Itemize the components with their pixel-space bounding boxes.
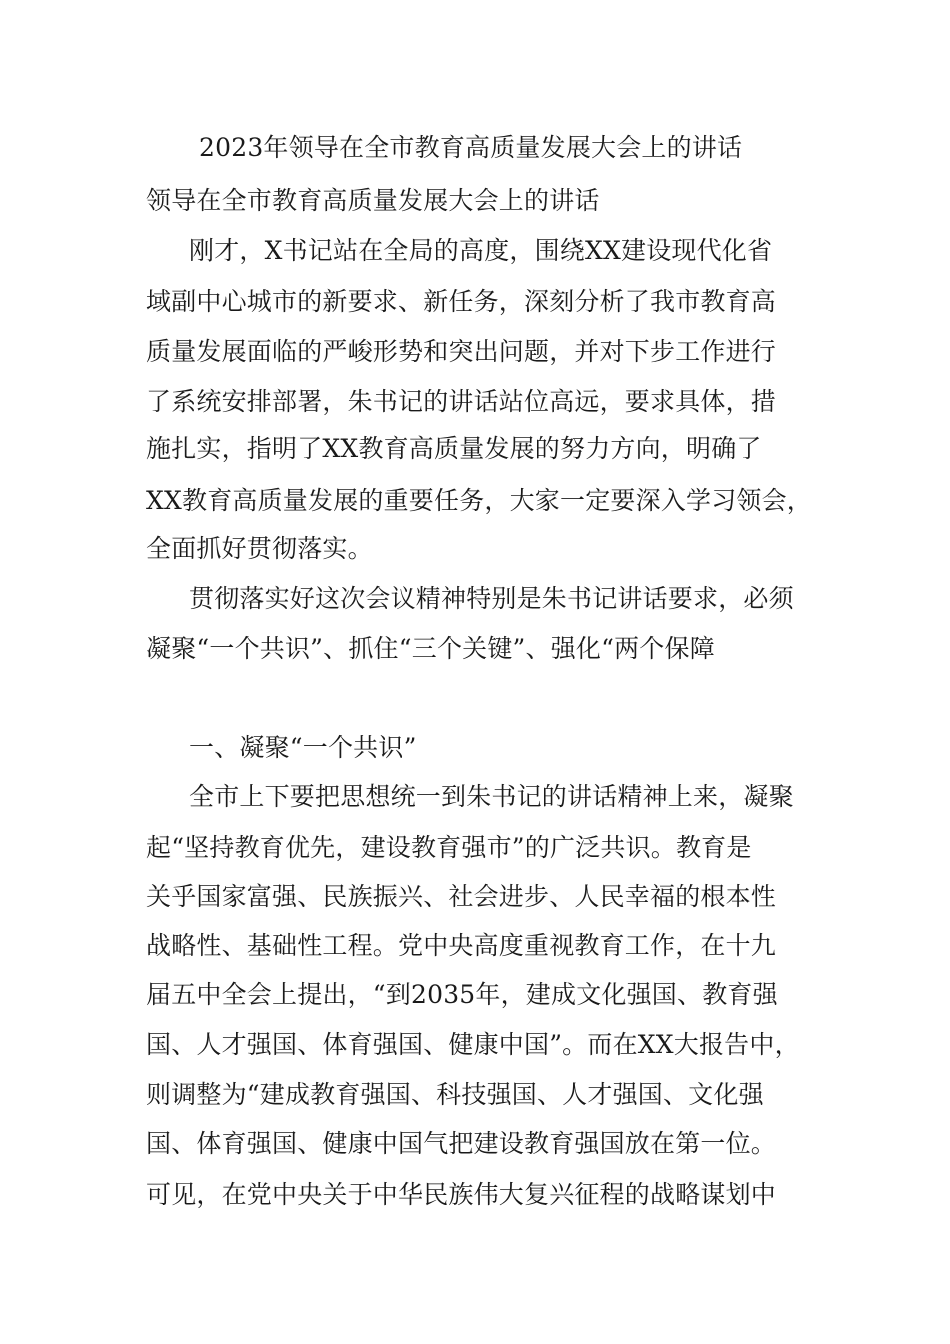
paragraph-line: 起“坚持教育优先，建设教育强市”的广泛共识。教育是 [146, 833, 752, 862]
paragraph-line: 届五中全会上提出，“到2035年，建成文化强国、教育强 [146, 980, 778, 1009]
paragraph-line: 国、体育强国、健康中国气把建设教育强国放在第一位。 [146, 1129, 777, 1158]
paragraph-line: 可见，在党中央关于中华民族伟大复兴征程的战略谋划中 [146, 1180, 777, 1209]
paragraph-line: 质量发展面临的严峻形势和突出问题，并对下步工作进行 [146, 337, 777, 366]
paragraph-line: 施扎实，指明了XX教育高质量发展的努力方向，明确了 [146, 434, 762, 463]
paragraph-line: 贯彻落实好这次会议精神特别是朱书记讲话要求，必须 [189, 584, 794, 613]
document-subtitle: 领导在全市教育高质量发展大会上的讲话 [146, 186, 600, 215]
paragraph-line: 刚才，X书记站在全局的高度，围绕XX建设现代化省 [189, 236, 773, 265]
paragraph-line: 国、人才强国、体育强国、健康中国”。而在XX大报告中， [146, 1030, 800, 1059]
paragraph-line: 战略性、基础性工程。党中央高度重视教育工作，在十九 [146, 931, 777, 960]
document-title: 2023年领导在全市教育高质量发展大会上的讲话 [199, 133, 743, 162]
paragraph-line: XX教育高质量发展的重要任务，大家一定要深入学习领会， [146, 486, 812, 515]
paragraph-line: 关乎国家富强、民族振兴、社会进步、人民幸福的根本性 [146, 882, 777, 911]
paragraph-line: 则调整为“建成教育强国、科技强国、人才强国、文化强 [146, 1080, 764, 1109]
paragraph-line: 域副中心城市的新要求、新任务，深刻分析了我市教育高 [146, 287, 777, 316]
paragraph-line: 了系统安排部署，朱书记的讲话站位高远，要求具体，措 [146, 387, 777, 416]
section-heading: 一、凝聚“一个共识” [189, 733, 417, 762]
paragraph-line: 凝聚“一个共识”、抓住“三个关键”、强化“两个保障 [146, 634, 715, 663]
paragraph-line: 全市上下要把思想统一到朱书记的讲话精神上来，凝聚 [189, 782, 794, 811]
paragraph-line: 全面抓好贯彻落实。 [146, 534, 373, 563]
